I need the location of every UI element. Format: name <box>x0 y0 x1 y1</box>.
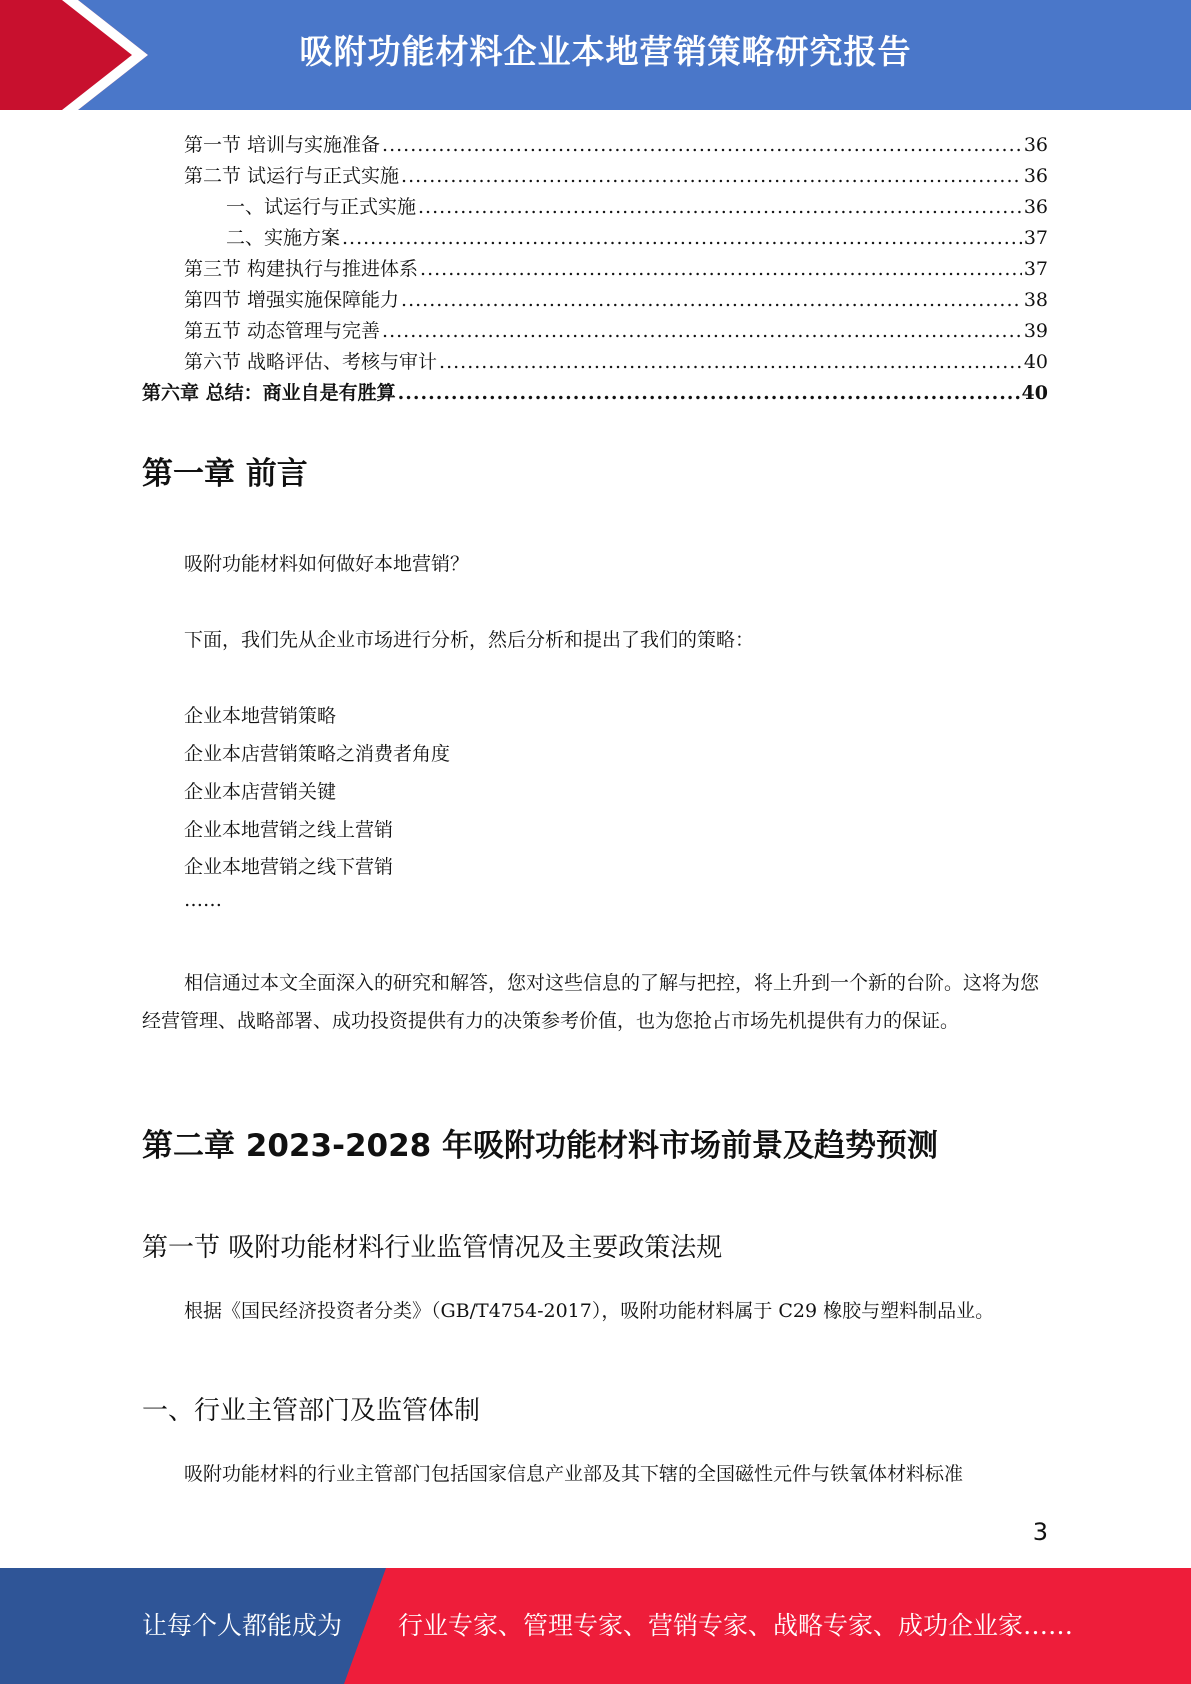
toc-leader-dots <box>420 254 1022 285</box>
toc-entry[interactable] <box>142 285 1048 316</box>
chapter-1-question-block <box>142 545 1048 583</box>
list-item: 企业本店营销关键 <box>184 781 337 803</box>
list-item: 企业本店营销策略之消费者角度 <box>184 743 451 765</box>
footer-slogan-left: 让每个人都能成为 <box>142 1611 343 1640</box>
strategy-list <box>142 697 1048 915</box>
page-footer <box>0 1568 1191 1684</box>
toc-entry[interactable] <box>142 130 1048 161</box>
toc-leader-dots <box>418 192 1022 223</box>
toc-page-number: 40 <box>1021 382 1048 404</box>
list-item: 企业本地营销策略 <box>184 705 337 727</box>
toc-leader-dots <box>398 378 1020 409</box>
toc-page-number: 39 <box>1023 320 1048 342</box>
toc-entry-title: 一、试运行与正式实施 <box>226 196 417 218</box>
chapter-1-closing: 相信通过本文全面深入的研究和解答，您对这些信息的了解与把控，将上升到一个新的台阶。这将为您经营管理、战略部署、成功投资提供有力的决策参考价值，也为您抢占市场先机提供有力的保证。 <box>142 972 1040 1032</box>
toc-leader-dots <box>401 161 1022 192</box>
toc-entry[interactable] <box>142 223 1048 254</box>
toc-page-number: 38 <box>1023 289 1048 311</box>
toc-entry[interactable] <box>142 316 1048 347</box>
chapter-2-section-1 <box>142 1227 1048 1264</box>
chapter-1 <box>142 448 1048 493</box>
chapter-1-intro: 下面，我们先从企业市场进行分析，然后分析和提出了我们的策略： <box>184 629 755 651</box>
toc-entry-title: 第一节 培训与实施准备 <box>184 134 381 156</box>
toc-entry-title: 第六节 战略评估、考核与审计 <box>184 351 438 373</box>
toc-leader-dots <box>342 223 1022 254</box>
toc-leader-dots <box>439 347 1022 378</box>
toc-entry-title: 第四节 增强实施保障能力 <box>184 289 400 311</box>
subsection-1-heading: 一、行业主管部门及监管体制 <box>142 1396 481 1426</box>
toc-leader-dots <box>401 285 1022 316</box>
toc-page-number: 40 <box>1023 351 1048 373</box>
toc-leader-dots <box>382 130 1022 161</box>
toc-page-number: 36 <box>1023 165 1048 187</box>
toc-entry-title: 第五节 动态管理与完善 <box>184 320 381 342</box>
chapter-2 <box>142 1120 1048 1165</box>
subsection-1-text: 吸附功能材料的行业主管部门包括国家信息产业部及其下辖的全国磁性元件与铁氧体材料标准 <box>184 1463 964 1485</box>
toc-entry-title: 第三节 构建执行与推进体系 <box>184 258 419 280</box>
toc-entry[interactable] <box>142 192 1048 223</box>
subsection-1 <box>142 1390 1048 1427</box>
section-1-heading: 第一节 吸附功能材料行业监管情况及主要政策法规 <box>142 1233 723 1263</box>
list-item: …… <box>184 889 222 911</box>
chapter-1-intro-block <box>142 621 1048 659</box>
toc-entry-chapter[interactable] <box>142 378 1048 409</box>
list-item: 企业本地营销之线上营销 <box>184 819 394 841</box>
toc-entry-title: 第二节 试运行与正式实施 <box>184 165 400 187</box>
section-1-text-block <box>142 1292 1048 1330</box>
chapter-1-question: 吸附功能材料如何做好本地营销？ <box>184 553 470 575</box>
toc-page-number: 37 <box>1023 227 1048 249</box>
chapter-2-heading: 第二章 2023-2028 年吸附功能材料市场前景及趋势预测 <box>142 1128 939 1164</box>
toc-entry-title: 第六章 总结：商业自是有胜算 <box>142 382 396 404</box>
table-of-contents <box>142 130 1048 409</box>
toc-entry-title: 二、实施方案 <box>226 227 341 249</box>
toc-entry[interactable] <box>142 254 1048 285</box>
toc-page-number: 36 <box>1023 134 1048 156</box>
footer-slogan-right: 行业专家、管理专家、营销专家、战略专家、成功企业家…… <box>398 1611 1074 1640</box>
header-title: 吸附功能材料企业本地营销策略研究报告 <box>299 32 912 71</box>
subsection-1-text-block <box>142 1455 1048 1493</box>
section-1-text: 根据《国民经济投资者分类》（GB/T4754-2017），吸附功能材料属于 C29 橡胶与塑料制品业。 <box>184 1300 995 1322</box>
list-item: 企业本地营销之线下营销 <box>184 856 394 878</box>
page-header <box>0 0 1191 110</box>
chapter-1-closing-block <box>142 964 1048 1040</box>
toc-page-number: 37 <box>1023 258 1048 280</box>
toc-entry[interactable] <box>142 161 1048 192</box>
toc-leader-dots <box>382 316 1022 347</box>
chapter-1-heading: 第一章 前言 <box>142 456 308 492</box>
page-number: 3 <box>1032 1518 1048 1546</box>
toc-entry[interactable] <box>142 347 1048 378</box>
toc-page-number: 36 <box>1023 196 1048 218</box>
